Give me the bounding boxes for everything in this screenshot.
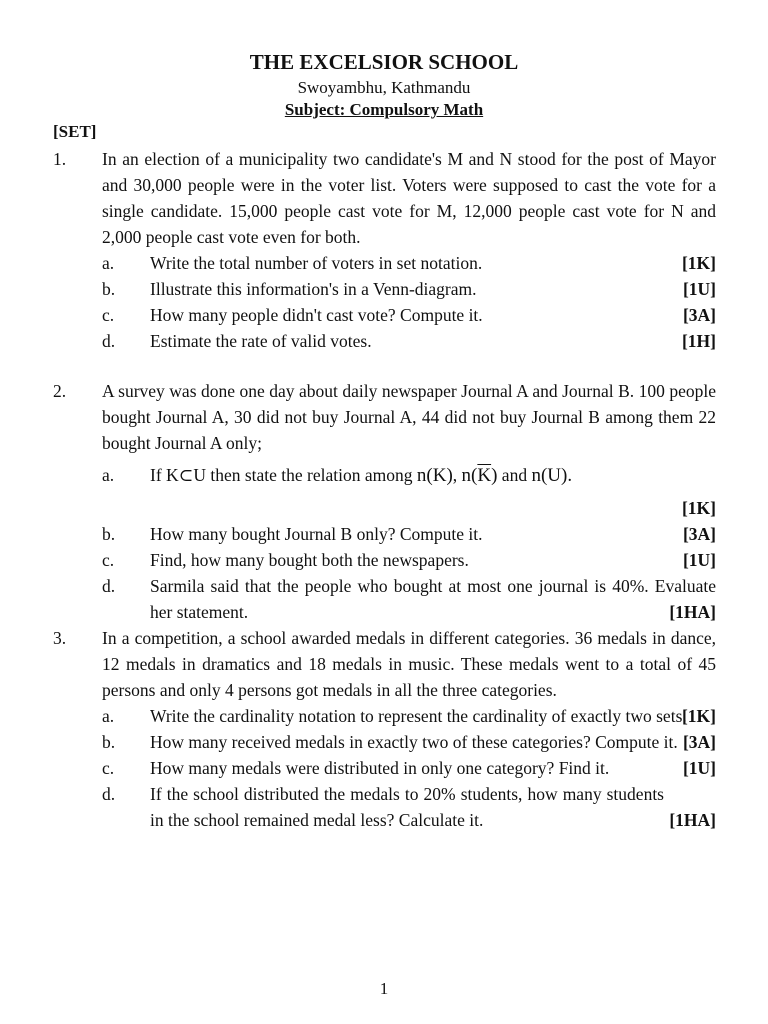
sub-question-2c — [102, 547, 716, 573]
sub-text: Find, how many bought both the newspapers. — [150, 550, 469, 570]
math-part: n( — [461, 465, 478, 486]
sub-label: c. — [102, 758, 115, 778]
mark-badge: [1U] — [682, 550, 716, 570]
sub-label: d. — [102, 576, 116, 596]
sub-text: How many received medals in exactly two of these categories? Compute it. — [150, 732, 678, 752]
sub-text: How many bought Journal B only? Compute it. — [150, 524, 483, 544]
sub-question-2a — [102, 456, 716, 521]
question-text: A survey was done one day about daily newspaper Journal A and Journal B. 100 people bought Journal A, 30 did not buy Journal A, 44 did not buy Journal B among them 22 bought Journal A only; — [102, 381, 716, 453]
mark-badge: [1U] — [682, 758, 716, 778]
school-address: Swoyambhu, Kathmandu — [297, 78, 471, 97]
mark-badge: [3A] — [682, 305, 716, 325]
mark-badge: [3A] — [682, 524, 716, 544]
sub-label: d. — [102, 331, 116, 351]
sub-text: How many medals were distributed in only one category? Find it. — [150, 758, 610, 778]
math-nu: n(U). — [531, 465, 573, 486]
sub-text: If the school distributed the medals to 20% students, how many students in the school remained medal less? Calculate it. — [150, 784, 664, 830]
page-number: 1 — [379, 979, 389, 998]
sub-question-1a — [102, 250, 716, 276]
mark-badge: [1U] — [682, 279, 716, 299]
sub-text: Sarmila said that the people who bought at most one journal is 40%. Evaluate her statement. — [150, 576, 716, 622]
sub-question-2d — [102, 573, 716, 625]
sub-text: Estimate the rate of valid votes. — [150, 331, 372, 351]
sub-label: b. — [102, 524, 116, 544]
sub-label: c. — [102, 550, 115, 570]
math-nk: n(K) — [416, 465, 453, 486]
mark-badge: [1K] — [681, 498, 716, 518]
mark-badge: [1H] — [681, 331, 716, 351]
sub-label: d. — [102, 784, 116, 804]
sub-question-3a — [102, 703, 716, 729]
math-part: ) — [491, 465, 498, 486]
set-label: [SET] — [53, 122, 97, 141]
sub-text: If K — [150, 465, 179, 485]
sub-label: c. — [102, 305, 115, 325]
sub-text: How many people didn't cast vote? Compute it. — [150, 305, 483, 325]
subject-title: Subject: Compulsory Math — [284, 100, 484, 119]
sub-text: U then state the relation among — [193, 465, 413, 485]
sub-question-1c — [102, 302, 716, 328]
sub-question-3d — [102, 781, 716, 833]
sub-label: a. — [102, 465, 115, 485]
subset-symbol: ⊂ — [178, 465, 194, 485]
sub-text: Write the cardinality notation to represent the cardinality of exactly two sets. — [150, 706, 687, 726]
mark-badge: [1K] — [681, 706, 716, 726]
sub-question-2b — [102, 521, 716, 547]
relation-line — [150, 462, 716, 489]
question-number: 1. — [53, 149, 67, 169]
mark-badge: [1HA] — [669, 602, 716, 622]
sub-label: a. — [102, 253, 115, 273]
question-text: In an election of a municipality two candidate's M and N stood for the post of Mayor and 30,000 people were in the voter list. Voters were supposed to cast the vote for a single candidate. 15,000 people cast vote for M, 12,000 people cast vote for N and 2,000 people cast vote even for both. — [102, 149, 716, 247]
mark-badge: [1K] — [681, 253, 716, 273]
question-2 — [53, 378, 716, 625]
math-part: $\overline{K}$ — [477, 465, 492, 486]
sub-label: b. — [102, 279, 116, 299]
question-number: 2. — [53, 381, 67, 401]
sub-question-1d — [102, 328, 716, 354]
mark-badge: [3A] — [682, 732, 716, 752]
sub-text: Write the total number of voters in set notation. — [150, 253, 483, 273]
sub-question-1b — [102, 276, 716, 302]
sub-question-3c — [102, 755, 716, 781]
question-number: 3. — [53, 628, 67, 648]
sub-text: and — [501, 465, 528, 485]
math-nk-complement — [462, 465, 498, 486]
question-text: In a competition, a school awarded medals in different categories. 36 medals in dance, 12 medals in dramatics and 18 medals in music. These medals went to a total of 45 persons and only 4 persons got medals in all the three categories. — [102, 628, 716, 700]
question-1 — [53, 146, 716, 354]
mark-badge: [1HA] — [669, 810, 716, 830]
sub-question-3b — [102, 729, 716, 755]
comma: , — [452, 465, 458, 485]
school-name: THE EXCELSIOR SCHOOL — [249, 50, 519, 74]
sub-label: b. — [102, 732, 116, 752]
question-3 — [53, 625, 716, 833]
sub-label: a. — [102, 706, 115, 726]
sub-text: Illustrate this information's in a Venn-diagram. — [150, 279, 477, 299]
